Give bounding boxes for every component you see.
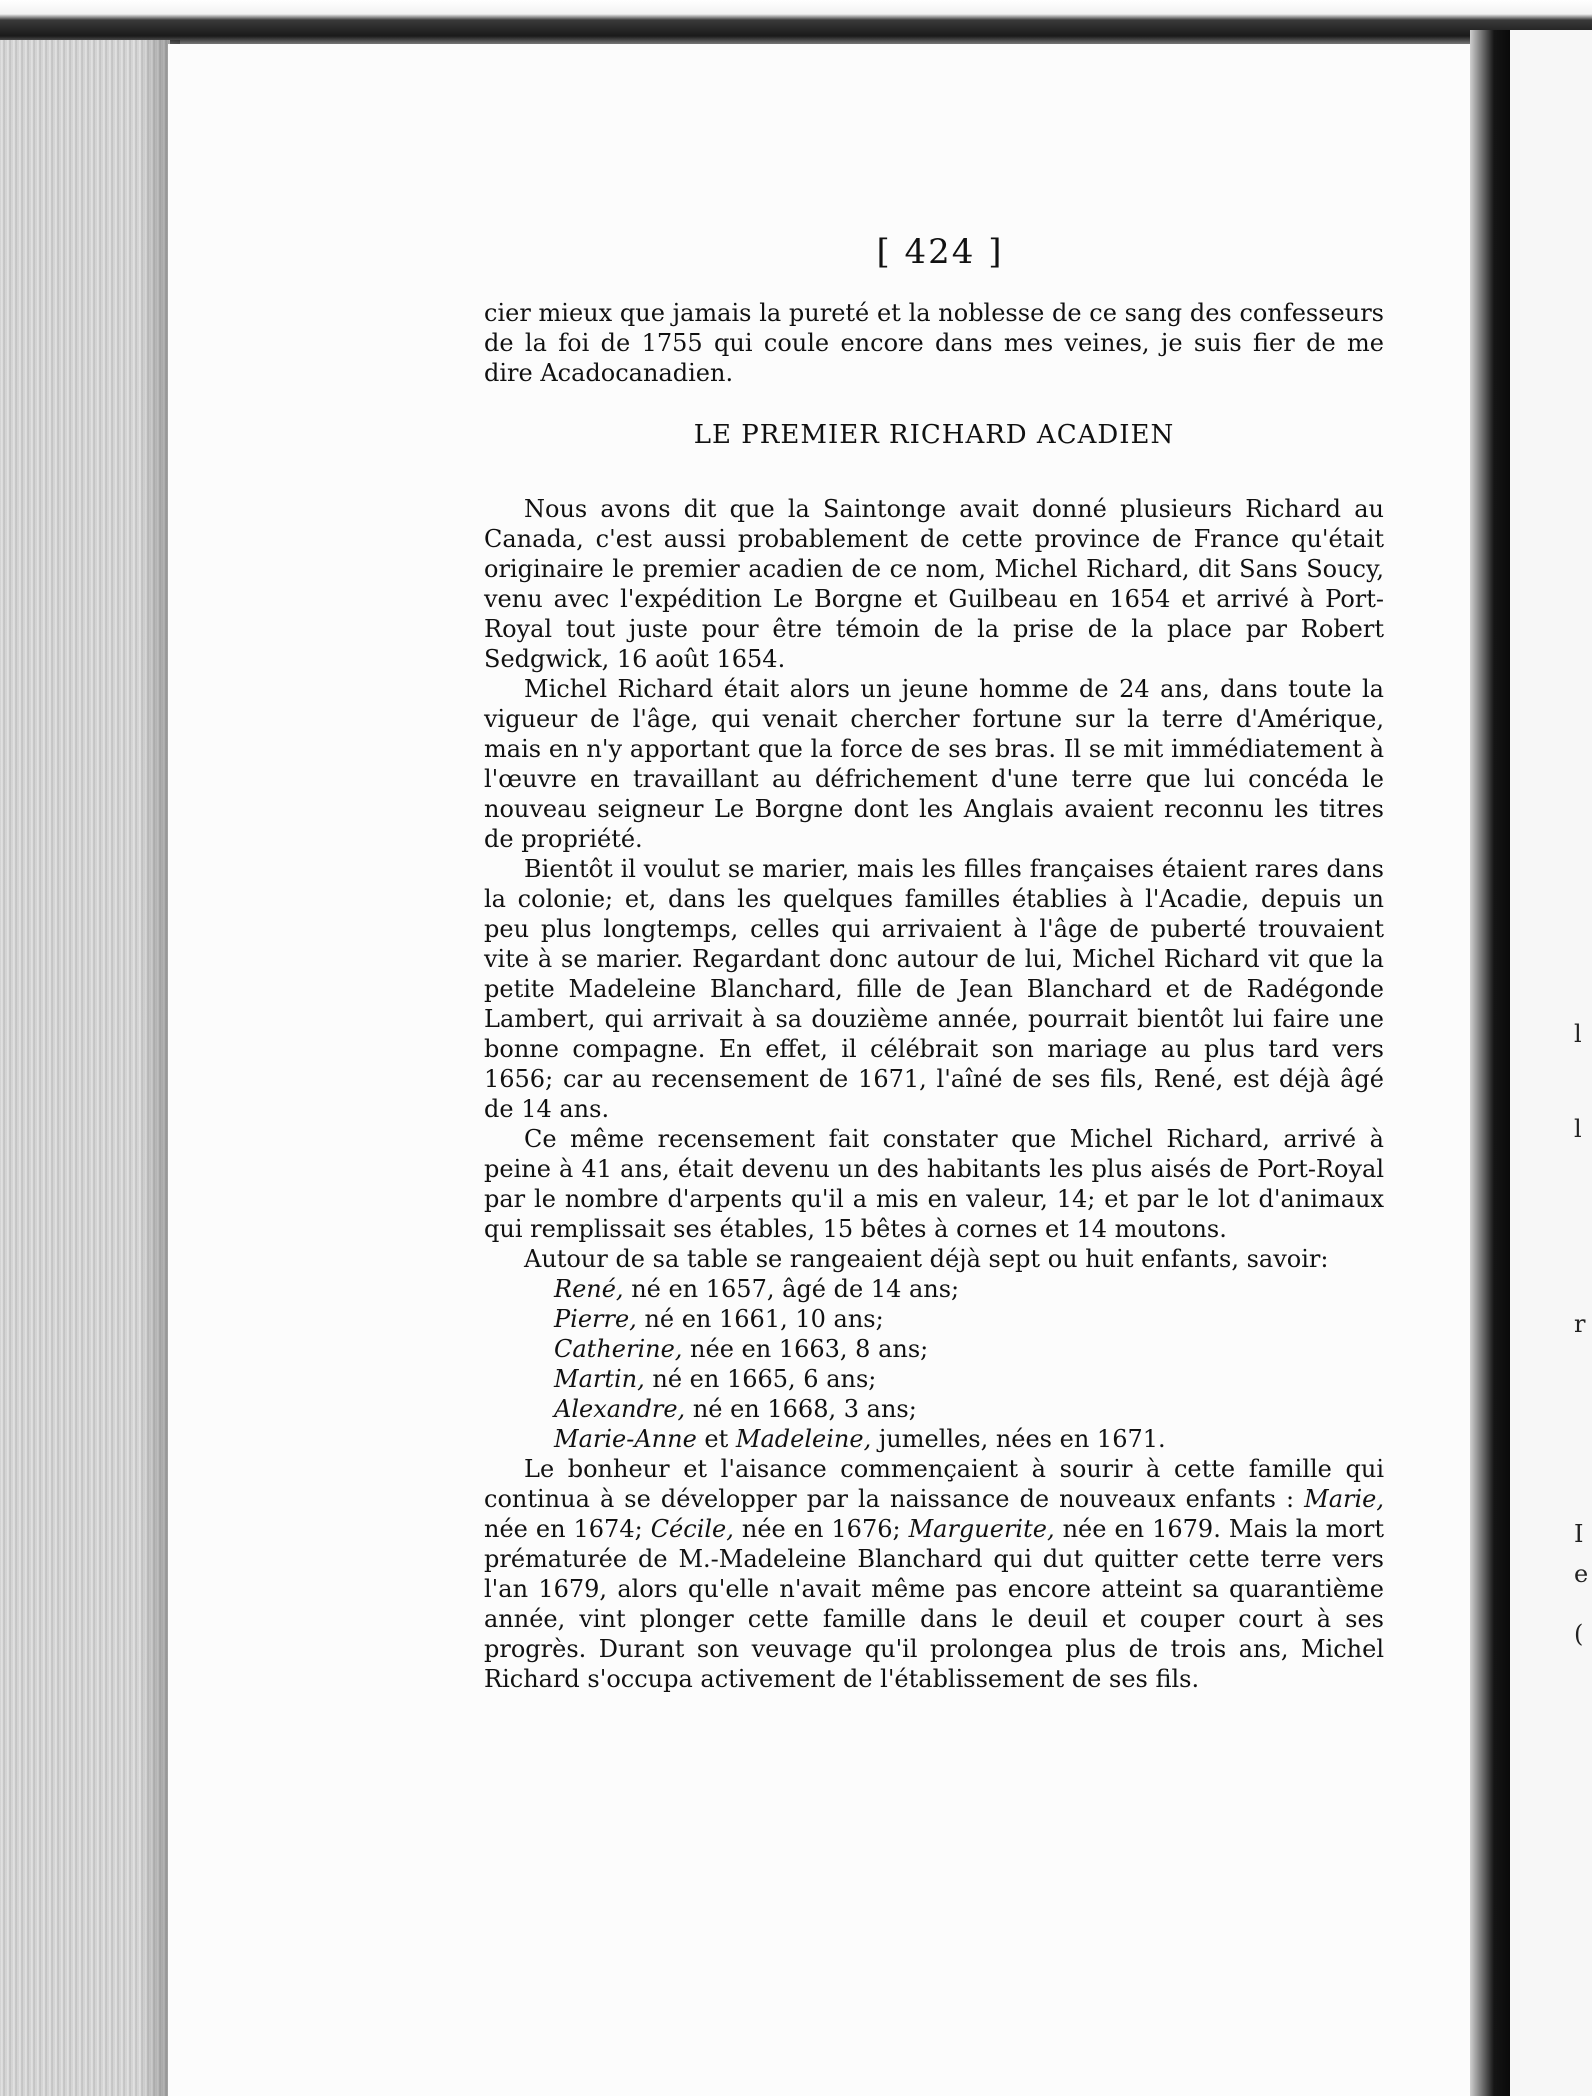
list-item	[484, 1424, 1384, 1454]
intro-paragraph	[484, 298, 1384, 388]
facing-page-fragment: r	[1574, 1310, 1586, 1338]
child-name: Alexandre,	[554, 1395, 686, 1423]
page-number: [ 424 ]	[876, 232, 1004, 272]
conjunction: et	[696, 1425, 736, 1453]
paragraph: Bientôt il voulut se marier, mais les filles françaises étaient rares dans la colonie; et, dans les quelques familles établies à l'Acadie, depuis un peu plus longtemps, celles qui arrivaient à l'âge de puberté trouvaient vite à se marier. Regardant donc autour de lui, Michel Richard vit que la petite Madeleine Blanchard, fille de Jean Blanchard et de Radégonde Lambert, qui arrivait à sa douzième année, pourrait bientôt lui faire une bonne compagne. En effet, il célébrait son mariage au plus tard vers 1656; car au recensement de 1671, l'aîné de ses fils, René, est déjà âgé de 14 ans.	[484, 855, 1384, 1123]
list-item	[484, 1364, 1384, 1394]
facing-page-edge	[1510, 30, 1592, 2096]
paragraph: Michel Richard était alors un jeune homme de 24 ans, dans toute la vigueur de l'âge, qui venait chercher fortune sur la terre d'Amérique, mais en n'y apportant que la force de ses bras. Il se mit immédiatement à l'œuvre en travaillant au défrichement d'une terre que lui concéda le nouveau seigneur Le Borgne dont les Anglais avaient reconnu les titres de propriété.	[484, 675, 1384, 853]
paragraph: Autour de sa table se rangeaient déjà sept ou huit enfants, savoir:	[524, 1245, 1329, 1273]
book-gutter	[1470, 30, 1510, 2096]
book-top-edge	[0, 0, 1592, 44]
child-name: Pierre,	[554, 1305, 637, 1333]
list-item	[484, 1304, 1384, 1334]
child-name: Martin,	[554, 1365, 645, 1393]
facing-page-fragment: I	[1574, 1520, 1584, 1548]
facing-page-fragment: l	[1574, 1020, 1582, 1048]
facing-page-fragment: (	[1574, 1620, 1584, 1648]
child-detail: née en 1663, 8 ans;	[682, 1335, 929, 1363]
child-name: Cécile,	[650, 1515, 734, 1543]
facing-page-fragment: l	[1574, 1115, 1582, 1143]
child-detail: né en 1661, 10 ans;	[636, 1305, 884, 1333]
facing-page-fragment: e	[1574, 1560, 1589, 1588]
child-name: Marie,	[1304, 1485, 1384, 1513]
section-heading: LE PREMIER RICHARD ACADIEN	[693, 420, 1175, 450]
child-detail: né en 1668, 3 ans;	[685, 1395, 917, 1423]
text-run: Le bonheur et l'aisance commençaient à sourir à cette famille qui continua à se développer par la naissance de nouveaux enfants :	[484, 1455, 1384, 1513]
list-item	[484, 1394, 1384, 1424]
text-run: née en 1674;	[484, 1515, 651, 1543]
paragraph: Ce même recensement fait constater que Michel Richard, arrivé à peine à 41 ans, était devenu un des habitants les plus aisés de Port-Royal par le nombre d'arpents qu'il a mis en valeur, 14; et par le lot d'animaux qui remplissait ses étables, 15 bêtes à cornes et 14 moutons.	[484, 1125, 1384, 1243]
body-text	[484, 494, 1384, 1694]
child-name: Madeleine,	[735, 1425, 872, 1453]
child-name: Catherine,	[554, 1335, 683, 1363]
child-detail: né en 1665, 6 ans;	[644, 1365, 877, 1393]
child-detail: jumelles, nées en 1671.	[871, 1425, 1166, 1453]
list-item	[484, 1334, 1384, 1364]
child-name: René,	[554, 1275, 624, 1303]
text-run: née en 1679. Mais la mort prématurée de M.-Madeleine Blanchard qui dut quitter cette terre vers l'an 1679, alors qu'elle n'avait même pas encore atteint sa quarantième année, vint plonger cette famille dans le deuil et couper court à ses progrès. Durant son veuvage qu'il prolongea plus de trois ans, Michel Richard s'occupa activement de l'établissement de ses fils.	[484, 1515, 1385, 1693]
paragraph: Nous avons dit que la Saintonge avait donné plusieurs Richard au Canada, c'est aussi probablement de cette province de France qu'était originaire le premier acadien de ce nom, Michel Richard, dit Sans Soucy, venu avec l'expédition Le Borgne et Guilbeau en 1654 et arrivé à Port-Royal tout juste pour être témoin de la prise de la place par Robert Sedgwick, 16 août 1654.	[484, 495, 1384, 673]
intro-text: cier mieux que jamais la pureté et la noblesse de ce sang des confesseurs de la foi de 1755 qui coule encore dans mes veines, je suis fier de me dire Acadocanadien.	[484, 299, 1384, 387]
text-run: née en 1676;	[733, 1515, 909, 1543]
child-name: Marguerite,	[908, 1515, 1055, 1543]
list-item	[484, 1274, 1384, 1304]
child-name: Marie-Anne	[554, 1425, 697, 1453]
final-paragraph	[484, 1454, 1384, 1694]
child-detail: né en 1657, âgé de 14 ans;	[623, 1275, 960, 1303]
